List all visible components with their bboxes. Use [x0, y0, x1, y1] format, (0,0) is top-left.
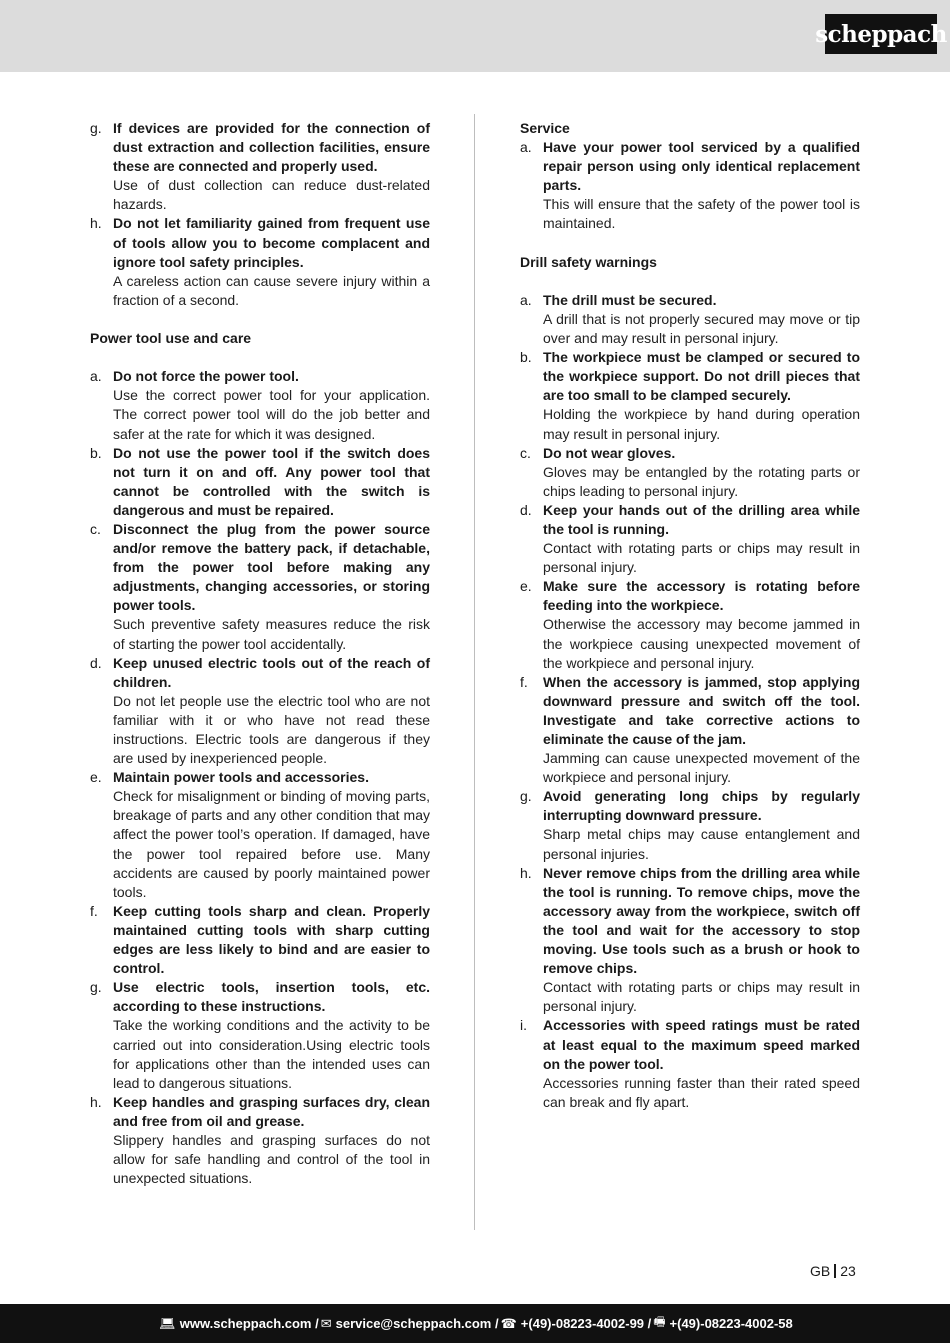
footer-email[interactable]: service@scheppach.com / [335, 1316, 499, 1331]
monitor-icon: 💻︎ [159, 1315, 176, 1331]
list-item [520, 348, 860, 443]
item-body [543, 348, 860, 443]
list-item [520, 291, 860, 348]
drill-items [520, 291, 860, 1112]
item-title: Keep your hands out of the drilling area while the tool is running. [543, 501, 860, 537]
list-item [520, 864, 860, 1017]
item-body [113, 367, 430, 443]
item-description: A drill that is not properly secured may move or tip over and may result in personal injury. [543, 310, 860, 347]
item-body [543, 444, 860, 501]
item-body [543, 501, 860, 577]
item-description: A careless action can cause severe injury within a fraction of a second. [113, 272, 430, 308]
item-description: Holding the workpiece by hand during operation may result in personal injury. [543, 406, 860, 442]
item-body [543, 138, 860, 233]
item-body [113, 978, 430, 1093]
mail-icon: ✉ [320, 1315, 332, 1331]
item-title: Do not force the power tool. [113, 368, 299, 385]
item-description: Check for misalignment or binding of moving parts, breakage of parts and any other condition that may affect the power tool’s operation. If damaged, have the power tool repaired before use. Many accidents are caused by poorly maintained power tools. [113, 788, 430, 900]
list-item [90, 1093, 430, 1188]
item-letter: e. [90, 769, 102, 786]
item-letter: h. [90, 215, 102, 232]
header-band [0, 0, 950, 72]
footer-phone: +(49)-08223-4002-99 / [520, 1316, 652, 1331]
list-item [520, 577, 860, 672]
item-description: Otherwise the accessory may become jammed in the workpiece causing unexpected movement of the workpiece and personal injury. [543, 616, 860, 671]
item-title: Disconnect the plug from the power source and/or remove the battery pack, if detachable, from the power tool before making any adjustments, changing accessories, or storing power tools. [113, 520, 430, 614]
left-pre-items [90, 119, 430, 310]
item-body [113, 1093, 430, 1188]
item-title: Keep cutting tools sharp and clean. Properly maintained cutting tools with sharp cutting edges are less likely to bind and are easier to control. [113, 902, 430, 977]
item-title: When the accessory is jammed, stop applying downward pressure and switch off the tool. Investigate and take corrective actions to eliminate the cause of the jam. [543, 673, 860, 747]
item-title: Maintain power tools and accessories. [113, 769, 369, 786]
item-description: Use of dust collection can reduce dust-related hazards. [113, 177, 430, 213]
list-item [90, 768, 430, 902]
item-title: Keep unused electric tools out of the reach of children. [113, 654, 430, 690]
item-letter: c. [90, 520, 101, 537]
item-letter: d. [520, 501, 532, 518]
list-item [520, 138, 860, 233]
item-body [543, 1016, 860, 1111]
item-title: Keep handles and grasping surfaces dry, clean and free from oil and grease. [113, 1093, 430, 1129]
left-column [90, 119, 430, 1188]
list-item [520, 1016, 860, 1111]
item-title: Do not use the power tool if the switch does not turn it on and off. Any power tool that cannot be controlled with the switch is dangerous and must be repaired. [113, 444, 430, 518]
list-item [90, 978, 430, 1093]
fax-icon: 🖷︎ [653, 1313, 666, 1329]
item-title: Do not wear gloves. [543, 444, 676, 461]
item-letter: f. [520, 673, 528, 690]
service-items [520, 138, 860, 233]
item-title: The workpiece must be clamped or secured to the workpiece support. Do not drill pieces that are too small to be clamped securely. [543, 349, 860, 404]
item-description: This will ensure that the safety of the power tool is maintained. [543, 196, 860, 232]
item-letter: a. [520, 139, 532, 156]
right-column [520, 119, 860, 1112]
item-title: Accessories with speed ratings must be rated at least equal to the maximum speed marked on the power tool. [543, 1017, 860, 1072]
footer-fax: +(49)-08223-4002-58 [669, 1316, 793, 1331]
page-separator [834, 1264, 836, 1278]
item-description: Such preventive safety measures reduce the risk of starting the power tool accidentally. [113, 616, 430, 652]
list-item [90, 520, 430, 654]
item-body [113, 520, 430, 654]
footer-bar [0, 1304, 950, 1343]
item-letter: i. [520, 1017, 527, 1034]
section-title-drill-safety: Drill safety warnings [520, 253, 657, 270]
item-letter: a. [90, 368, 102, 385]
item-letter: f. [90, 902, 98, 919]
section-title-power-tool-use: Power tool use and care [90, 330, 252, 347]
item-description: Gloves may be entangled by the rotating parts or chips leading to personal injury. [543, 463, 860, 499]
item-letter: h. [90, 1093, 102, 1110]
list-item [520, 444, 860, 501]
list-item [520, 501, 860, 577]
item-body [543, 673, 860, 788]
item-body [113, 214, 430, 309]
item-title: Have your power tool serviced by a qualified repair person using only identical replacement parts. [543, 139, 860, 194]
list-item [520, 787, 860, 863]
item-description: Accessories running faster than their rated speed can break and fly apart. [543, 1074, 860, 1110]
item-letter: g. [520, 788, 532, 805]
column-divider [474, 114, 475, 1230]
item-letter: b. [520, 349, 532, 366]
item-description: Contact with rotating parts or chips may result in personal injury. [543, 540, 860, 576]
item-description: Do not let people use the electric tool who are not familiar with it or who have not read these instructions. Electric tools are dangerous if they are used by inexperienced people. [113, 692, 430, 767]
page-lang: GB [810, 1263, 831, 1279]
item-body [543, 291, 860, 348]
item-letter: e. [520, 578, 532, 595]
list-item [90, 444, 430, 520]
page-num-value: 23 [840, 1263, 856, 1279]
item-body [543, 787, 860, 863]
item-title: Avoid generating long chips by regularly interrupting downward pressure. [543, 788, 860, 824]
item-letter: d. [90, 654, 102, 671]
list-item [90, 654, 430, 769]
item-body [113, 119, 430, 214]
item-letter: b. [90, 444, 102, 461]
item-letter: g. [90, 979, 102, 996]
item-title: Make sure the accessory is rotating before feeding into the workpiece. [543, 578, 860, 614]
item-letter: h. [520, 864, 532, 881]
phone-icon: ☎ [500, 1315, 517, 1331]
list-item [520, 673, 860, 788]
item-title: The drill must be secured. [543, 291, 717, 308]
item-title: Never remove chips from the drilling area while the tool is running. To remove chips, move the accessory away from the workpiece, switch off the tool and wait for the accessory to stop moving. Use tools such as a brush or hook to remove chips. [543, 864, 860, 977]
left-items [90, 367, 430, 1188]
page-number [810, 1263, 856, 1279]
item-body [113, 654, 430, 769]
item-description: Use the correct power tool for your application. The correct power tool will do the job better and safer at the rate for which it was designed. [113, 387, 430, 442]
item-letter: a. [520, 291, 532, 308]
item-letter: g. [90, 120, 102, 136]
item-letter: c. [520, 444, 531, 461]
list-item [90, 119, 430, 214]
item-body [543, 864, 860, 1017]
item-body [113, 768, 430, 902]
item-title: Use electric tools, insertion tools, etc. according to these instructions. [113, 979, 430, 1015]
list-item [90, 214, 430, 309]
item-title: Do not let familiarity gained from frequent use of tools allow you to become complacent and ignore tool safety principles. [113, 215, 430, 270]
section-title-service: Service [520, 120, 570, 136]
item-description: Sharp metal chips may cause entanglement and personal injuries. [543, 826, 860, 862]
item-title: If devices are provided for the connection of dust extraction and collection facilities, ensure these are connected and properly used. [113, 120, 430, 175]
item-description: Contact with rotating parts or chips may result in personal injury. [543, 979, 860, 1015]
item-body [543, 577, 860, 672]
footer-website[interactable]: www.scheppach.com / [179, 1316, 319, 1331]
item-body [113, 444, 430, 520]
list-item [90, 902, 430, 978]
list-item [90, 367, 430, 443]
item-description: Take the working conditions and the activity to be carried out into consideration.Using electric tools for applications other than the intended uses can lead to dangerous situations. [113, 1017, 430, 1091]
item-body [113, 902, 430, 978]
item-description: Jamming can cause unexpected movement of the workpiece and personal injury. [543, 750, 860, 786]
item-description: Slippery handles and grasping surfaces do not allow for safe handling and control of the tool in unexpected situations. [113, 1131, 430, 1187]
brand-logo: scheppach [825, 14, 937, 54]
